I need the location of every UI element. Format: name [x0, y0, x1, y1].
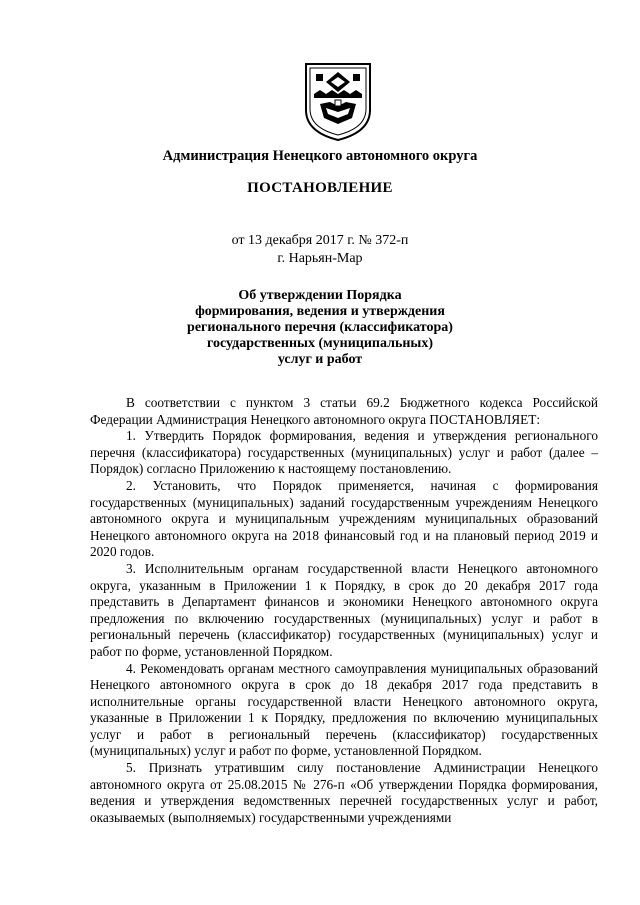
document-city: г. Нарьян-Мар — [277, 251, 363, 266]
coat-of-arms-icon — [302, 60, 374, 142]
document-type: ПОСТАНОВЛЕНИЕ — [247, 180, 393, 196]
clause-3: 3. Исполнительным органам государственной власти Ненецкого автономного округа, указанным в Приложении 1 к Порядку, в срок до 20 декабря 2017 года представить в Департамент финансов и экономики Ненецкого автономного округа предложения по включению государственных (муниципальных) услуг и работ в региональный перечень (классификатор) государственных (муниципальных) услуг и работ по форме, установленной Порядком. — [90, 560, 598, 659]
preamble-paragraph: В соответствии с пунктом 3 статьи 69.2 Бюджетного кодекса Российской Федерации Администрация Ненецкого автономного округа ПОСТАНОВЛЯЕТ: — [90, 395, 598, 427]
document-body — [90, 395, 598, 826]
clause-5: 5. Признать утратившим силу постановление Администрации Ненецкого автономного округа от 25.08.2015 № 276-п «Об утверждении Порядка формирования, ведения и утверждения ведомственных перечней государственных услуг и работ, оказываемых (выполняемых) государственными учреждениями — [90, 760, 598, 825]
organization-name: Администрация Ненецкого автономного округа — [162, 148, 478, 164]
clause-2: 2. Установить, что Порядок применяется, начиная с формирования государственных (муниципальных) заданий государственным учреждениям Ненецкого автономного округа и муниципальным учреждениям муниципальных образований Ненецкого автономного округа на 2018 финансовый год и на плановый период 2019 и 2020 годов. — [90, 477, 598, 560]
title-line: услуг и работ — [277, 352, 363, 367]
title-line: регионального перечня (классификатора) — [187, 320, 453, 335]
title-line: Об утверждении Порядка — [238, 288, 402, 303]
clause-1: 1. Утвердить Порядок формирования, ведения и утверждения регионального перечня (классификатора) государственных (муниципальных) услуг и работ (далее – Порядок) согласно Приложению к настоящему постановлению. — [90, 428, 598, 477]
document-date-number: от 13 декабря 2017 г. № 372-п — [231, 233, 409, 248]
title-line: государственных (муниципальных) — [206, 336, 434, 351]
title-line: формирования, ведения и утверждения — [195, 304, 445, 319]
document-title — [0, 288, 640, 368]
clause-4: 4. Рекомендовать органам местного самоуправления муниципальных образований Ненецкого автономного округа в срок до 18 декабря 2017 года представить в исполнительные органы государственной власти Ненецкого автономного округа, указанные в Приложении 1 к Порядку, предложения по включению муниципальных услуг и работ в региональный перечень (классификатор) государственных (муниципальных) услуг и работ по форме, установленной Порядком. — [90, 660, 598, 759]
